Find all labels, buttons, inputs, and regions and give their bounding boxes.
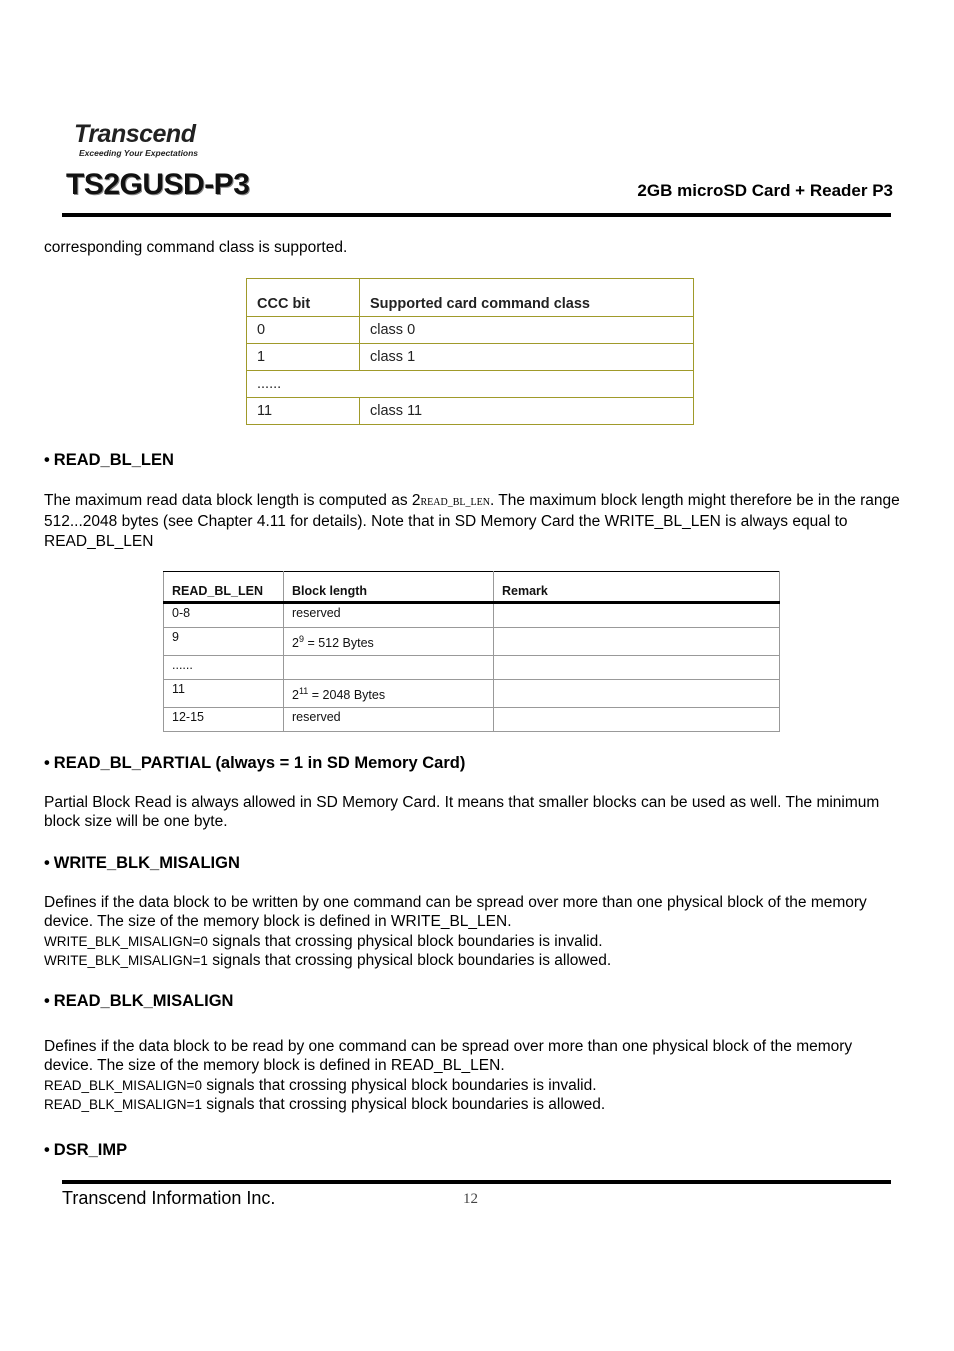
table-cell: ...... — [247, 371, 694, 398]
read-bl-partial-paragraph: Partial Block Read is always allowed in SD Memory Card. It means that smaller blocks can be used as well. The minimum block size will be one byte. — [44, 794, 880, 831]
intro-text: corresponding command class is supported. — [44, 239, 348, 256]
table-row — [164, 603, 780, 628]
table-cell: 9 — [164, 628, 284, 656]
table-cell — [284, 603, 494, 628]
block-length-text: = 512 Bytes — [303, 636, 374, 651]
bullet: • — [44, 992, 50, 1010]
table-cell — [494, 628, 780, 656]
table-header-cell: Remark — [494, 572, 780, 603]
paragraph-line — [44, 1076, 904, 1095]
table-row — [164, 708, 780, 732]
table-cell — [284, 680, 494, 708]
line-text: signals that crossing physical block boundaries is invalid. — [207, 932, 603, 950]
brand-tagline: Exceeding Your Expectations — [79, 148, 199, 158]
table-cell: 12-15 — [164, 708, 284, 732]
table-header-row — [247, 279, 694, 317]
table-row — [247, 317, 694, 344]
power-exponent: 11 — [298, 686, 309, 696]
section-heading — [44, 854, 240, 873]
footer-divider — [62, 1180, 891, 1184]
brand-name: Transcend — [74, 120, 196, 148]
table-header-cell: Block length — [284, 572, 494, 603]
table-cell: class 0 — [360, 317, 694, 344]
table-header-cell: CCC bit — [247, 279, 360, 317]
line-text: signals that crossing physical block boundaries is allowed. — [207, 951, 612, 969]
block-length-text: = 2048 Bytes — [308, 688, 386, 703]
table-cell — [494, 680, 780, 708]
table-cell — [494, 603, 780, 628]
model-title: TS2GUSD-P3 — [66, 168, 250, 201]
section-title: READ_BL_PARTIAL (always = 1 in SD Memory Card) — [53, 754, 466, 772]
section-title: READ_BL_LEN — [53, 451, 174, 469]
table-cell — [284, 708, 494, 732]
block-length-text: reserved — [292, 606, 341, 620]
section-heading — [44, 451, 174, 470]
table-cell: 11 — [164, 680, 284, 708]
code-text: WRITE_BLK_MISALIGN=0 — [44, 933, 208, 949]
bullet: • — [44, 451, 50, 469]
table-row — [247, 398, 694, 425]
section-title: READ_BLK_MISALIGN — [53, 992, 234, 1010]
line-text: signals that crossing physical block boundaries is allowed. — [201, 1095, 606, 1113]
paragraph-text: Defines if the data block to be read by one command can be spread over more than one physical block of the memory device. The size of the memory block is defined in READ_BL_LEN. — [44, 1038, 853, 1075]
power-exponent: 9 — [298, 634, 304, 644]
table-row — [164, 680, 780, 708]
paragraph-line — [44, 932, 904, 951]
paragraph-text: Defines if the data block to be written by one command can be spread over more than one physical block of the memory device. The size of the memory block is defined in WRITE_BL_LEN. — [44, 894, 867, 931]
line-text: signals that crossing physical block boundaries is invalid. — [201, 1076, 597, 1094]
write-blk-misalign-paragraph — [44, 893, 904, 970]
ccc-table — [246, 278, 694, 425]
table-cell: class 11 — [360, 398, 694, 425]
power-base: 2 — [292, 688, 299, 703]
code-text: READ_BLK_MISALIGN=0 — [44, 1077, 202, 1093]
section-title: DSR_IMP — [53, 1141, 128, 1159]
section-heading — [44, 754, 465, 773]
read-bl-len-paragraph — [44, 491, 904, 551]
block-length-text: reserved — [292, 710, 341, 724]
table-row — [164, 628, 780, 656]
table-header-cell: Supported card command class — [360, 279, 694, 317]
section-title: WRITE_BLK_MISALIGN — [53, 854, 240, 872]
table-cell — [284, 628, 494, 656]
paragraph-line — [44, 951, 904, 970]
code-text: WRITE_BLK_MISALIGN=1 — [44, 952, 208, 968]
table-cell: 11 — [247, 398, 360, 425]
table-cell — [494, 656, 780, 680]
paragraph-text: The maximum read data block length is computed as 2 — [44, 492, 421, 509]
bullet: • — [44, 854, 50, 872]
table-row — [164, 656, 780, 680]
bullet: • — [44, 1141, 50, 1159]
section-heading — [44, 992, 233, 1011]
read-blk-misalign-paragraph — [44, 1037, 904, 1114]
table-row — [247, 344, 694, 371]
table-cell: class 1 — [360, 344, 694, 371]
footer-company: Transcend Information Inc. — [62, 1188, 276, 1208]
table-header-cell: READ_BL_LEN — [164, 572, 284, 603]
table-cell — [494, 708, 780, 732]
bullet: • — [44, 754, 50, 772]
page-number: 12 — [463, 1191, 478, 1207]
header-divider — [62, 213, 891, 217]
exponent-text: READ_BL_LEN — [420, 497, 490, 508]
product-title: 2GB microSD Card + Reader P3 — [637, 181, 893, 200]
section-heading — [44, 1141, 127, 1160]
power-base: 2 — [292, 636, 299, 651]
table-header-row — [164, 572, 780, 603]
paragraph-text: . The maximum block length might therefore be in the range 512...2048 bytes (see Chapter 4.11 for details). Note that in SD Memory Card the WRITE_BL_LEN is always equal to READ_BL_LEN — [44, 492, 900, 550]
read-bl-len-table — [163, 571, 780, 732]
table-cell: 0-8 — [164, 603, 284, 628]
table-cell — [284, 656, 494, 680]
code-text: READ_BLK_MISALIGN=1 — [44, 1096, 202, 1112]
table-row — [247, 371, 694, 398]
paragraph-line — [44, 1095, 904, 1114]
table-cell: 0 — [247, 317, 360, 344]
brand-logo — [74, 120, 198, 158]
table-cell: 1 — [247, 344, 360, 371]
table-cell: ...... — [164, 656, 284, 680]
